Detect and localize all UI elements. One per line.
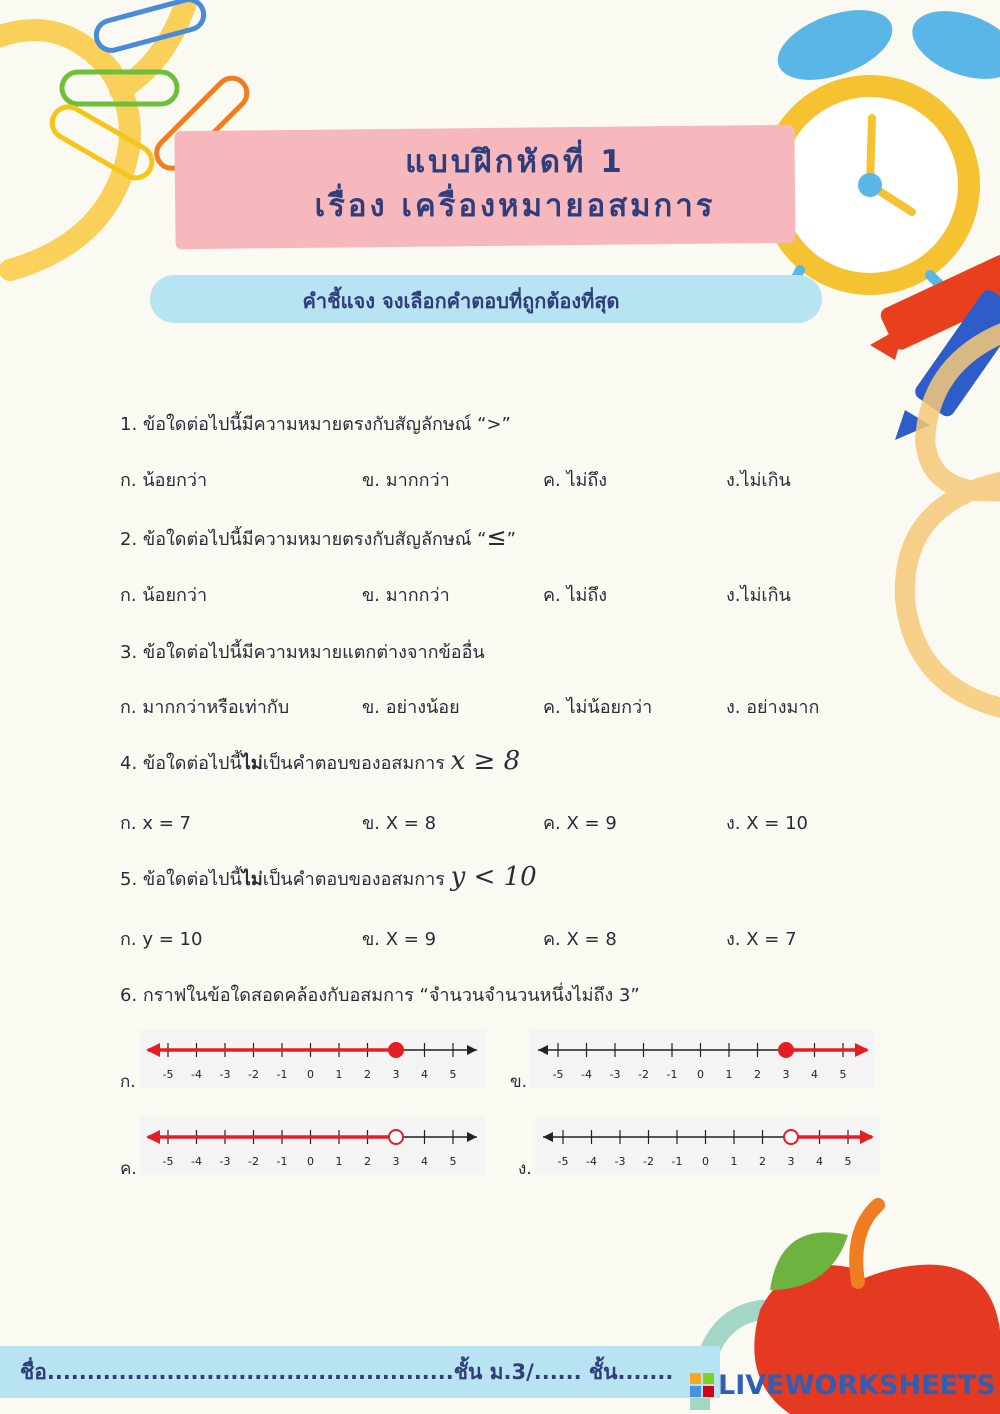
open-endpoint: [784, 1130, 798, 1144]
q6-option-b[interactable]: ข.: [510, 1072, 528, 1092]
tick-label: 4: [811, 1068, 818, 1081]
solution-arrow-icon: [855, 1043, 869, 1057]
q2-option-c[interactable]: ค. ไม่ถึง: [543, 585, 608, 606]
q3-option-d[interactable]: ง. อย่างมาก: [726, 697, 820, 718]
tick-label: -4: [581, 1068, 592, 1081]
left-arrow-icon: [543, 1132, 553, 1142]
number-line-a[interactable]: [140, 1030, 485, 1088]
question-5-text-rest: เป็นคำตอบของอสมการ: [262, 869, 451, 890]
tick-label: 5: [449, 1155, 457, 1168]
q1-option-c[interactable]: ค. ไม่ถึง: [543, 470, 608, 491]
tick-label: -2: [643, 1155, 654, 1168]
q6-option-d[interactable]: ง.: [518, 1159, 532, 1179]
tick-label: 5: [449, 1068, 457, 1081]
tick-label: -2: [638, 1068, 649, 1081]
q1-option-b[interactable]: ข. มากกว่า: [362, 470, 450, 491]
question-2-text: 2. ข้อใดต่อไปนี้มีความหมายตรงกับสัญลักษณ์ “: [120, 529, 487, 550]
tick-label: -2: [248, 1155, 259, 1168]
right-arrow-icon: [467, 1045, 477, 1055]
number-line-b[interactable]: [530, 1030, 875, 1088]
q4-option-a[interactable]: ก. x = 7: [120, 813, 191, 834]
tick-label: -3: [609, 1068, 621, 1081]
q3-option-a[interactable]: ก. มากกว่าหรือเท่ากับ: [120, 697, 290, 718]
q2-option-d[interactable]: ง.ไม่เกิน: [726, 585, 791, 606]
question-5-emphasis: ไม่: [241, 869, 263, 890]
instruction-text: คำชี้แจง จงเลือกคำตอบที่ถูกต้องที่สุด: [302, 289, 620, 313]
brand-name: LIVEWORKSHEETS: [718, 1370, 996, 1401]
question-4-inequality: x ≥ 8: [450, 746, 521, 776]
tick-label: -3: [219, 1155, 231, 1168]
tick-label: 3: [787, 1155, 795, 1168]
question-2: [120, 523, 516, 553]
q1-option-d[interactable]: ง.ไม่เกิน: [726, 470, 791, 491]
question-4-text-rest: เป็นคำตอบของอสมการ: [262, 753, 451, 774]
tick-label: -1: [276, 1155, 288, 1168]
solution-arrow-icon: [146, 1043, 160, 1057]
question-6: 6. กราฟในข้อใดสอดคล้องกับอสมการ “จำนวนจำนวนหนึ่งไม่ถึง 3”: [120, 985, 640, 1006]
tick-label: -2: [248, 1068, 259, 1081]
tick-label: 4: [421, 1155, 428, 1168]
tick-label: 1: [335, 1068, 343, 1081]
question-4: [120, 746, 520, 777]
tick-label: 0: [307, 1155, 314, 1168]
tick-label: 1: [725, 1068, 733, 1081]
tick-label: 2: [754, 1068, 761, 1081]
tick-label: -4: [191, 1068, 202, 1081]
open-endpoint: [389, 1130, 403, 1144]
q6-option-a[interactable]: ก.: [120, 1072, 136, 1092]
tick-label: 2: [364, 1155, 371, 1168]
tick-label: 4: [421, 1068, 428, 1081]
tick-label: 2: [364, 1068, 371, 1081]
number-line-c[interactable]: [140, 1117, 485, 1175]
tick-label: -3: [614, 1155, 626, 1168]
q5-option-d[interactable]: ง. X = 7: [726, 929, 797, 950]
q4-option-c[interactable]: ค. X = 9: [543, 813, 617, 834]
tick-label: -4: [191, 1155, 202, 1168]
q3-option-b[interactable]: ข. อย่างน้อย: [362, 697, 460, 718]
liveworksheets-logo-icon: [690, 1373, 714, 1397]
q5-option-a[interactable]: ก. y = 10: [120, 929, 203, 950]
q1-option-a[interactable]: ก. น้อยกว่า: [120, 470, 208, 491]
tick-label: -5: [162, 1068, 174, 1081]
tick-label: 2: [759, 1155, 766, 1168]
tick-label: 0: [697, 1068, 704, 1081]
tick-label: 1: [335, 1155, 343, 1168]
question-5-text: 5. ข้อใดต่อไปนี้: [120, 869, 242, 890]
q2-option-a[interactable]: ก. น้อยกว่า: [120, 585, 208, 606]
number-line-d[interactable]: [535, 1117, 880, 1175]
tick-label: 5: [839, 1068, 847, 1081]
right-arrow-icon: [467, 1132, 477, 1142]
question-4-text: 4. ข้อใดต่อไปนี้: [120, 753, 242, 774]
q3-option-c[interactable]: ค. ไม่น้อยกว่า: [543, 697, 653, 718]
solution-arrow-icon: [146, 1130, 160, 1144]
tick-label: 3: [782, 1068, 790, 1081]
left-arrow-icon: [538, 1045, 548, 1055]
tick-label: -1: [666, 1068, 678, 1081]
question-3: 3. ข้อใดต่อไปนี้มีความหมายแตกต่างจากข้ออื่น: [120, 642, 485, 663]
tick-label: -1: [276, 1068, 288, 1081]
tick-label: 4: [816, 1155, 823, 1168]
tick-label: -5: [557, 1155, 569, 1168]
q5-option-c[interactable]: ค. X = 8: [543, 929, 617, 950]
question-4-emphasis: ไม่: [241, 753, 263, 774]
solution-arrow-icon: [860, 1130, 874, 1144]
question-5: [120, 862, 537, 893]
tick-label: -5: [162, 1155, 174, 1168]
student-info-line[interactable]: ชื่อ...................................................ชั้น ม.3/...... ชั้น.......: [20, 1360, 674, 1384]
question-5-inequality: y < 10: [450, 862, 537, 892]
tick-label: 3: [392, 1068, 400, 1081]
tick-label: 5: [844, 1155, 852, 1168]
tick-label: -5: [552, 1068, 564, 1081]
brand-logo: [690, 1370, 996, 1401]
closed-endpoint: [388, 1042, 404, 1058]
tick-label: -3: [219, 1068, 231, 1081]
tick-label: 0: [307, 1068, 314, 1081]
closed-endpoint: [778, 1042, 794, 1058]
tick-label: 0: [702, 1155, 709, 1168]
tick-label: 1: [730, 1155, 738, 1168]
title-line-1: แบบฝึกหัดที่ 1: [405, 144, 625, 180]
q6-option-c[interactable]: ค.: [120, 1159, 137, 1179]
page-title: [175, 140, 855, 228]
q5-option-b[interactable]: ข. X = 9: [362, 929, 437, 950]
tick-label: -4: [586, 1155, 597, 1168]
question-1: 1. ข้อใดต่อไปนี้มีความหมายตรงกับสัญลักษณ์ “>”: [120, 414, 511, 435]
q2-option-b[interactable]: ข. มากกว่า: [362, 585, 450, 606]
tick-label: -1: [671, 1155, 683, 1168]
tick-label: 3: [392, 1155, 400, 1168]
title-line-2: เรื่อง เครื่องหมายอสมการ: [314, 188, 716, 224]
q4-option-d[interactable]: ง. X = 10: [726, 813, 808, 834]
question-2-symbol: ≤: [486, 523, 507, 551]
q4-option-b[interactable]: ข. X = 8: [362, 813, 437, 834]
question-2-text-end: ”: [506, 529, 516, 550]
